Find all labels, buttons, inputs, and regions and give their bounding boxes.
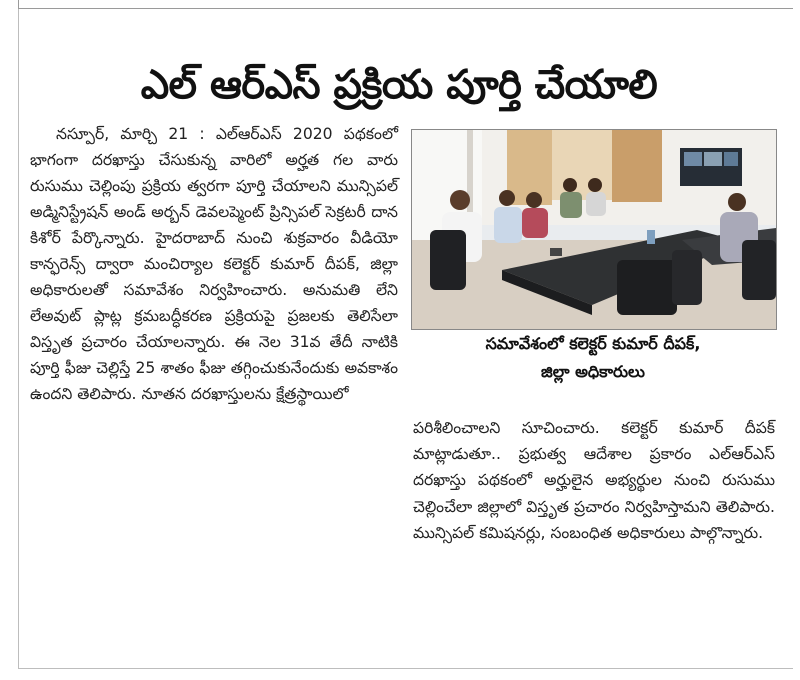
photo-caption [411,330,775,386]
page-top-border [18,0,793,9]
page-left-border [18,9,19,669]
article-body-left-text: నస్పూర్, మార్చి 21 : ఎల్ఆర్ఎస్ 2020 పథకంలో భాగంగా దరఖాస్తు చేసుకున్న వారిలో అర్హత గల వారు రుసుము చెల్లింపు ప్రక్రియ త్వరగా పూర్తి చేయాలని మున్సిపల్ అడ్మినిస్ట్రేషన్ అండ్ అర్బన్ డెవలప్మెంట్ ప్రిన్సిపల్ సెక్రటరీ దాన కిశోర్ పేర్కొన్నారు. హైదరాబాద్ నుంచి శుక్రవారం వీడియో కాన్ఫరెన్స్ ద్వారా మంచిర్యాల కలెక్టర్ కుమార్ దీపక్, జిల్లా అధికారులతో సమావేశం నిర్వహించారు. అనుమతి లేని లేఅవుట్ ప్లాట్ల క్రమబద్ధీకరణ ప్రక్రియపై ప్రజలకు తెలిసేలా విస్తృత ప్రచారం చేయాలన్నారు. ఈ నెల 31వ తేదీ నాటికి పూర్తి ఫీజు చెల్లిస్తే 25 శాతం ఫీజు తగ్గించుకునేందుకు అవకాశం ఉందని తెలిపారు. నూతన దరఖాస్తులను క్షేత్రస్థాయిలో [30,125,398,403]
photo-caption-line1: సమావేశంలో కలెక్టర్ కుమార్ దీపక్, [485,334,701,353]
photo-caption-line2: జిల్లా అధికారులు [541,362,645,381]
article-headline: ఎల్ ఆర్ఎస్ ప్రక్రియ పూర్తి చేయాలి [140,62,658,108]
article-body-right-column [413,415,775,546]
meeting-photo [411,129,777,330]
article-body-right-text: పరిశీలించాలని సూచించారు. కలెక్టర్ కుమార్ దీపక్ మాట్లాడుతూ.. ప్రభుత్వ ఆదేశాల ప్రకారం ఎల్ఆర్ఎస్ దరఖాస్తు పథకంలో అర్హులైన అభ్యర్థుల నుంచి రుసుము చెల్లించేలా జిల్లాలో విస్తృత ప్రచారం నిర్వహిస్తామని తెలిపారు. మున్సిపల్ కమిషనర్లు, సంబంధిత అధికారులు పాల్గొన్నారు. [413,419,775,542]
page-bottom-border [18,668,793,669]
article-body-left-column [30,121,398,407]
meeting-photo-illustration [412,130,776,329]
